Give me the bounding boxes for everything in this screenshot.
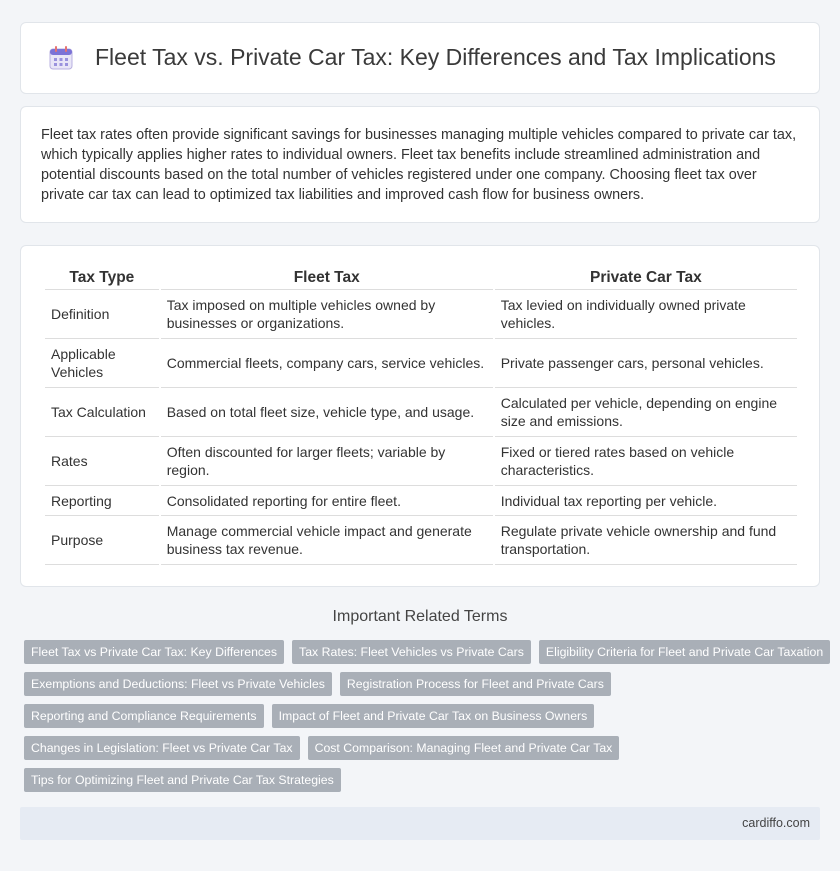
table-row	[45, 437, 797, 486]
comparison-table	[43, 264, 799, 565]
related-term-tag[interactable]: Eligibility Criteria for Fleet and Private Car Taxation	[539, 640, 830, 664]
related-term-tag[interactable]: Reporting and Compliance Requirements	[24, 704, 264, 728]
row-label: Reporting	[45, 486, 159, 516]
related-term-tag[interactable]: Registration Process for Fleet and Private Cars	[340, 672, 611, 696]
column-header: Private Car Tax	[495, 264, 797, 290]
row-label: Rates	[45, 437, 159, 486]
related-term-tag[interactable]: Exemptions and Deductions: Fleet vs Private Vehicles	[24, 672, 332, 696]
comparison-table-card	[20, 245, 820, 587]
private-car-tax-cell: Individual tax reporting per vehicle.	[495, 486, 797, 516]
column-header: Tax Type	[45, 264, 159, 290]
fleet-tax-cell: Commercial fleets, company cars, service vehicles.	[161, 339, 493, 388]
fleet-tax-cell: Tax imposed on multiple vehicles owned by businesses or organizations.	[161, 290, 493, 339]
related-term-tag[interactable]: Changes in Legislation: Fleet vs Private Car Tax	[24, 736, 300, 760]
table-row	[45, 290, 797, 339]
row-label: Definition	[45, 290, 159, 339]
table-row	[45, 486, 797, 516]
table-row	[45, 388, 797, 437]
footer-site-link[interactable]: cardiffo.com	[742, 816, 810, 830]
table-row	[45, 339, 797, 388]
header-card	[20, 22, 820, 94]
fleet-tax-cell: Often discounted for larger fleets; variable by region.	[161, 437, 493, 486]
related-term-tag[interactable]: Fleet Tax vs Private Car Tax: Key Differences	[24, 640, 284, 664]
private-car-tax-cell: Regulate private vehicle ownership and fund transportation.	[495, 516, 797, 565]
private-car-tax-cell: Tax levied on individually owned private vehicles.	[495, 290, 797, 339]
related-term-tag[interactable]: Tips for Optimizing Fleet and Private Car Tax Strategies	[24, 768, 341, 792]
table-header-row	[45, 264, 797, 290]
fleet-tax-cell: Consolidated reporting for entire fleet.	[161, 486, 493, 516]
row-label: Applicable Vehicles	[45, 339, 159, 388]
related-terms-tags	[24, 640, 824, 800]
row-label: Purpose	[45, 516, 159, 565]
intro-card	[20, 106, 820, 223]
private-car-tax-cell: Fixed or tiered rates based on vehicle characteristics.	[495, 437, 797, 486]
calendar-icon	[48, 45, 74, 71]
related-terms-title: Important Related Terms	[332, 608, 508, 625]
column-header: Fleet Tax	[161, 264, 493, 290]
fleet-tax-cell: Based on total fleet size, vehicle type, and usage.	[161, 388, 493, 437]
fleet-tax-cell: Manage commercial vehicle impact and generate business tax revenue.	[161, 516, 493, 565]
intro-text: Fleet tax rates often provide significant savings for businesses managing multiple vehicles compared to private car tax, which typically applies higher rates to individual owners. Fleet tax benefits include streamlined administration and potential discounts based on the total number of vehicles registered under one company. Choosing fleet tax over private car tax can lead to optimized tax liabilities and improved cash flow for business owners.	[41, 127, 797, 203]
related-term-tag[interactable]: Tax Rates: Fleet Vehicles vs Private Cars	[292, 640, 531, 664]
private-car-tax-cell: Private passenger cars, personal vehicles.	[495, 339, 797, 388]
row-label: Tax Calculation	[45, 388, 159, 437]
page-title: Fleet Tax vs. Private Car Tax: Key Differences and Tax Implications	[95, 44, 776, 70]
private-car-tax-cell: Calculated per vehicle, depending on engine size and emissions.	[495, 388, 797, 437]
related-term-tag[interactable]: Impact of Fleet and Private Car Tax on Business Owners	[272, 704, 595, 728]
table-row	[45, 516, 797, 565]
related-term-tag[interactable]: Cost Comparison: Managing Fleet and Private Car Tax	[308, 736, 620, 760]
footer	[20, 807, 820, 840]
